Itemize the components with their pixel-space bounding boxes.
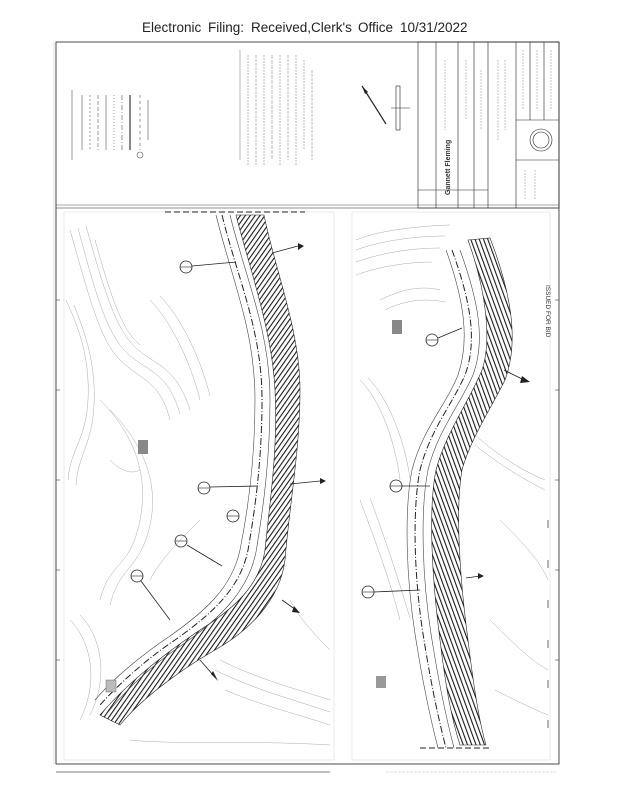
right-plan-view [352,212,550,760]
stamp-word-filing: Filing: [208,20,245,35]
issued-for-bid-label: ISSUED FOR BID [544,285,551,338]
stamp-word-electronic: Electronic [142,20,202,35]
title-block-fill-lines [445,50,551,200]
border-ticks [56,300,559,660]
legend-block [72,90,148,160]
general-notes-block [240,50,312,165]
stamp-word-received-clerks: Received,Clerk's [251,20,352,35]
stamp-word-date: 10/31/2022 [400,20,468,35]
title-block [418,42,559,208]
company-logo-text: Gannett Fleming [445,139,452,195]
stamp-word-office: Office [358,20,394,35]
north-arrow [362,86,410,130]
left-plan-view [64,212,334,760]
